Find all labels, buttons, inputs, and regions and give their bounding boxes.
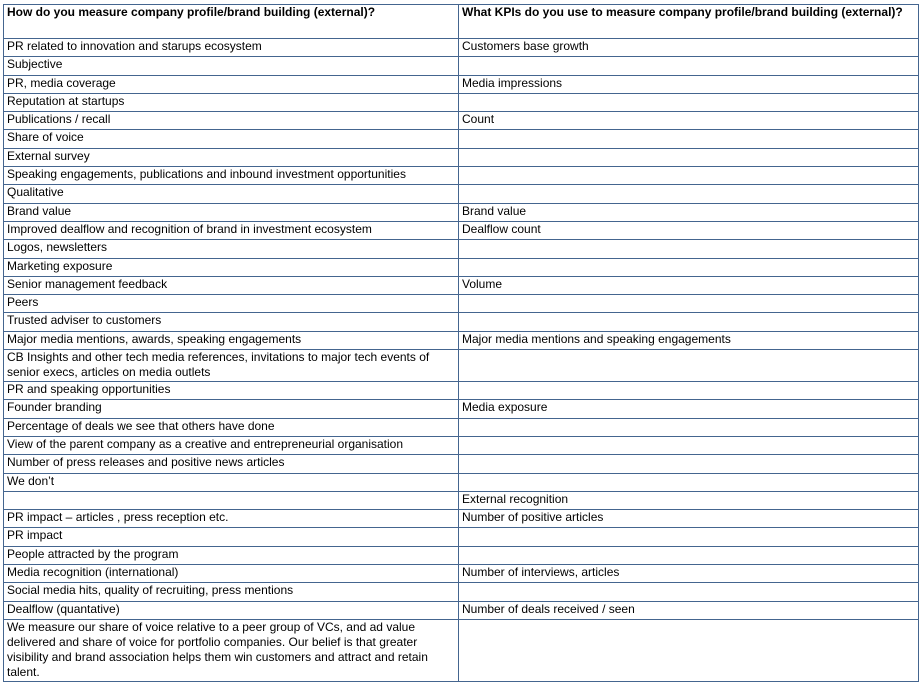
- cell-how: Brand value: [4, 203, 459, 221]
- cell-how: Trusted adviser to customers: [4, 313, 459, 331]
- cell-kpi: [459, 382, 919, 400]
- cell-how: Publications / recall: [4, 112, 459, 130]
- cell-how: Social media hits, quality of recruiting, press mentions: [4, 583, 459, 601]
- cell-kpi: [459, 546, 919, 564]
- table-row: [4, 473, 919, 491]
- table-row: [4, 382, 919, 400]
- table-row: [4, 93, 919, 111]
- cell-kpi: Brand value: [459, 203, 919, 221]
- cell-kpi: Media impressions: [459, 75, 919, 93]
- table-row: [4, 295, 919, 313]
- table-row: [4, 583, 919, 601]
- cell-kpi: [459, 619, 919, 681]
- cell-how: External survey: [4, 148, 459, 166]
- cell-kpi: [459, 436, 919, 454]
- cell-how: Qualitative: [4, 185, 459, 203]
- header-row: [4, 5, 919, 39]
- cell-kpi: [459, 418, 919, 436]
- cell-kpi: [459, 130, 919, 148]
- table-row: [4, 546, 919, 564]
- survey-table: [3, 4, 919, 682]
- cell-kpi: [459, 473, 919, 491]
- cell-kpi: [459, 583, 919, 601]
- cell-how: Media recognition (international): [4, 565, 459, 583]
- cell-kpi: [459, 185, 919, 203]
- table-row: [4, 240, 919, 258]
- cell-kpi: Volume: [459, 276, 919, 294]
- column-header-how: How do you measure company profile/brand building (external)?: [4, 5, 459, 39]
- table-row: [4, 39, 919, 57]
- cell-kpi: [459, 455, 919, 473]
- cell-how: [4, 491, 459, 509]
- cell-kpi: Major media mentions and speaking engagements: [459, 331, 919, 349]
- cell-kpi: Dealflow count: [459, 221, 919, 239]
- cell-how: Major media mentions, awards, speaking engagements: [4, 331, 459, 349]
- table-row: [4, 57, 919, 75]
- cell-how: PR related to innovation and starups ecosystem: [4, 39, 459, 57]
- cell-how: Marketing exposure: [4, 258, 459, 276]
- cell-how: We don’t: [4, 473, 459, 491]
- cell-how: Percentage of deals we see that others have done: [4, 418, 459, 436]
- cell-how: People attracted by the program: [4, 546, 459, 564]
- cell-kpi: Count: [459, 112, 919, 130]
- cell-kpi: External recognition: [459, 491, 919, 509]
- cell-kpi: [459, 148, 919, 166]
- cell-kpi: Number of positive articles: [459, 510, 919, 528]
- table-row: [4, 418, 919, 436]
- table-row: [4, 313, 919, 331]
- cell-how: Reputation at startups: [4, 93, 459, 111]
- table-row: [4, 565, 919, 583]
- table-header: [4, 5, 919, 39]
- cell-kpi: [459, 167, 919, 185]
- table-row: [4, 258, 919, 276]
- table-row: [4, 400, 919, 418]
- cell-how: Improved dealflow and recognition of brand in investment ecosystem: [4, 221, 459, 239]
- table-row: [4, 221, 919, 239]
- cell-how: PR, media coverage: [4, 75, 459, 93]
- table-row: [4, 601, 919, 619]
- table-row: [4, 75, 919, 93]
- table-row: [4, 167, 919, 185]
- cell-how: PR impact: [4, 528, 459, 546]
- cell-how: Number of press releases and positive news articles: [4, 455, 459, 473]
- cell-how: Speaking engagements, publications and inbound investment opportunities: [4, 167, 459, 185]
- cell-how: PR and speaking opportunities: [4, 382, 459, 400]
- cell-how: Senior management feedback: [4, 276, 459, 294]
- cell-kpi: Media exposure: [459, 400, 919, 418]
- column-header-kpi: What KPIs do you use to measure company profile/brand building (external)?: [459, 5, 919, 39]
- table-row: [4, 185, 919, 203]
- cell-kpi: [459, 93, 919, 111]
- cell-how: Share of voice: [4, 130, 459, 148]
- cell-kpi: [459, 350, 919, 382]
- cell-how: Dealflow (quantative): [4, 601, 459, 619]
- cell-how: PR impact – articles , press reception etc.: [4, 510, 459, 528]
- cell-kpi: Customers base growth: [459, 39, 919, 57]
- table-body: [4, 39, 919, 682]
- cell-kpi: Number of deals received / seen: [459, 601, 919, 619]
- cell-kpi: [459, 258, 919, 276]
- table-row: [4, 528, 919, 546]
- cell-how: Peers: [4, 295, 459, 313]
- table-row: [4, 276, 919, 294]
- cell-how: View of the parent company as a creative and entrepreneurial organisation: [4, 436, 459, 454]
- table-row: [4, 619, 919, 681]
- cell-how: We measure our share of voice relative to a peer group of VCs, and ad value delivered and share of voice for portfolio companies. Our belief is that greater visibility and brand association helps them win customers and attract and retain talent.: [4, 619, 459, 681]
- table-row: [4, 436, 919, 454]
- cell-kpi: [459, 57, 919, 75]
- cell-how: Logos, newsletters: [4, 240, 459, 258]
- table-row: [4, 455, 919, 473]
- cell-how: CB Insights and other tech media references, invitations to major tech events of senior execs, articles on media outlets: [4, 350, 459, 382]
- cell-how: Subjective: [4, 57, 459, 75]
- table-row: [4, 112, 919, 130]
- cell-kpi: Number of interviews, articles: [459, 565, 919, 583]
- cell-kpi: [459, 295, 919, 313]
- cell-kpi: [459, 240, 919, 258]
- table-row: [4, 130, 919, 148]
- table-row: [4, 331, 919, 349]
- cell-kpi: [459, 313, 919, 331]
- cell-kpi: [459, 528, 919, 546]
- table-row: [4, 350, 919, 382]
- cell-how: Founder branding: [4, 400, 459, 418]
- table-row: [4, 148, 919, 166]
- table-row: [4, 491, 919, 509]
- table-row: [4, 203, 919, 221]
- table-row: [4, 510, 919, 528]
